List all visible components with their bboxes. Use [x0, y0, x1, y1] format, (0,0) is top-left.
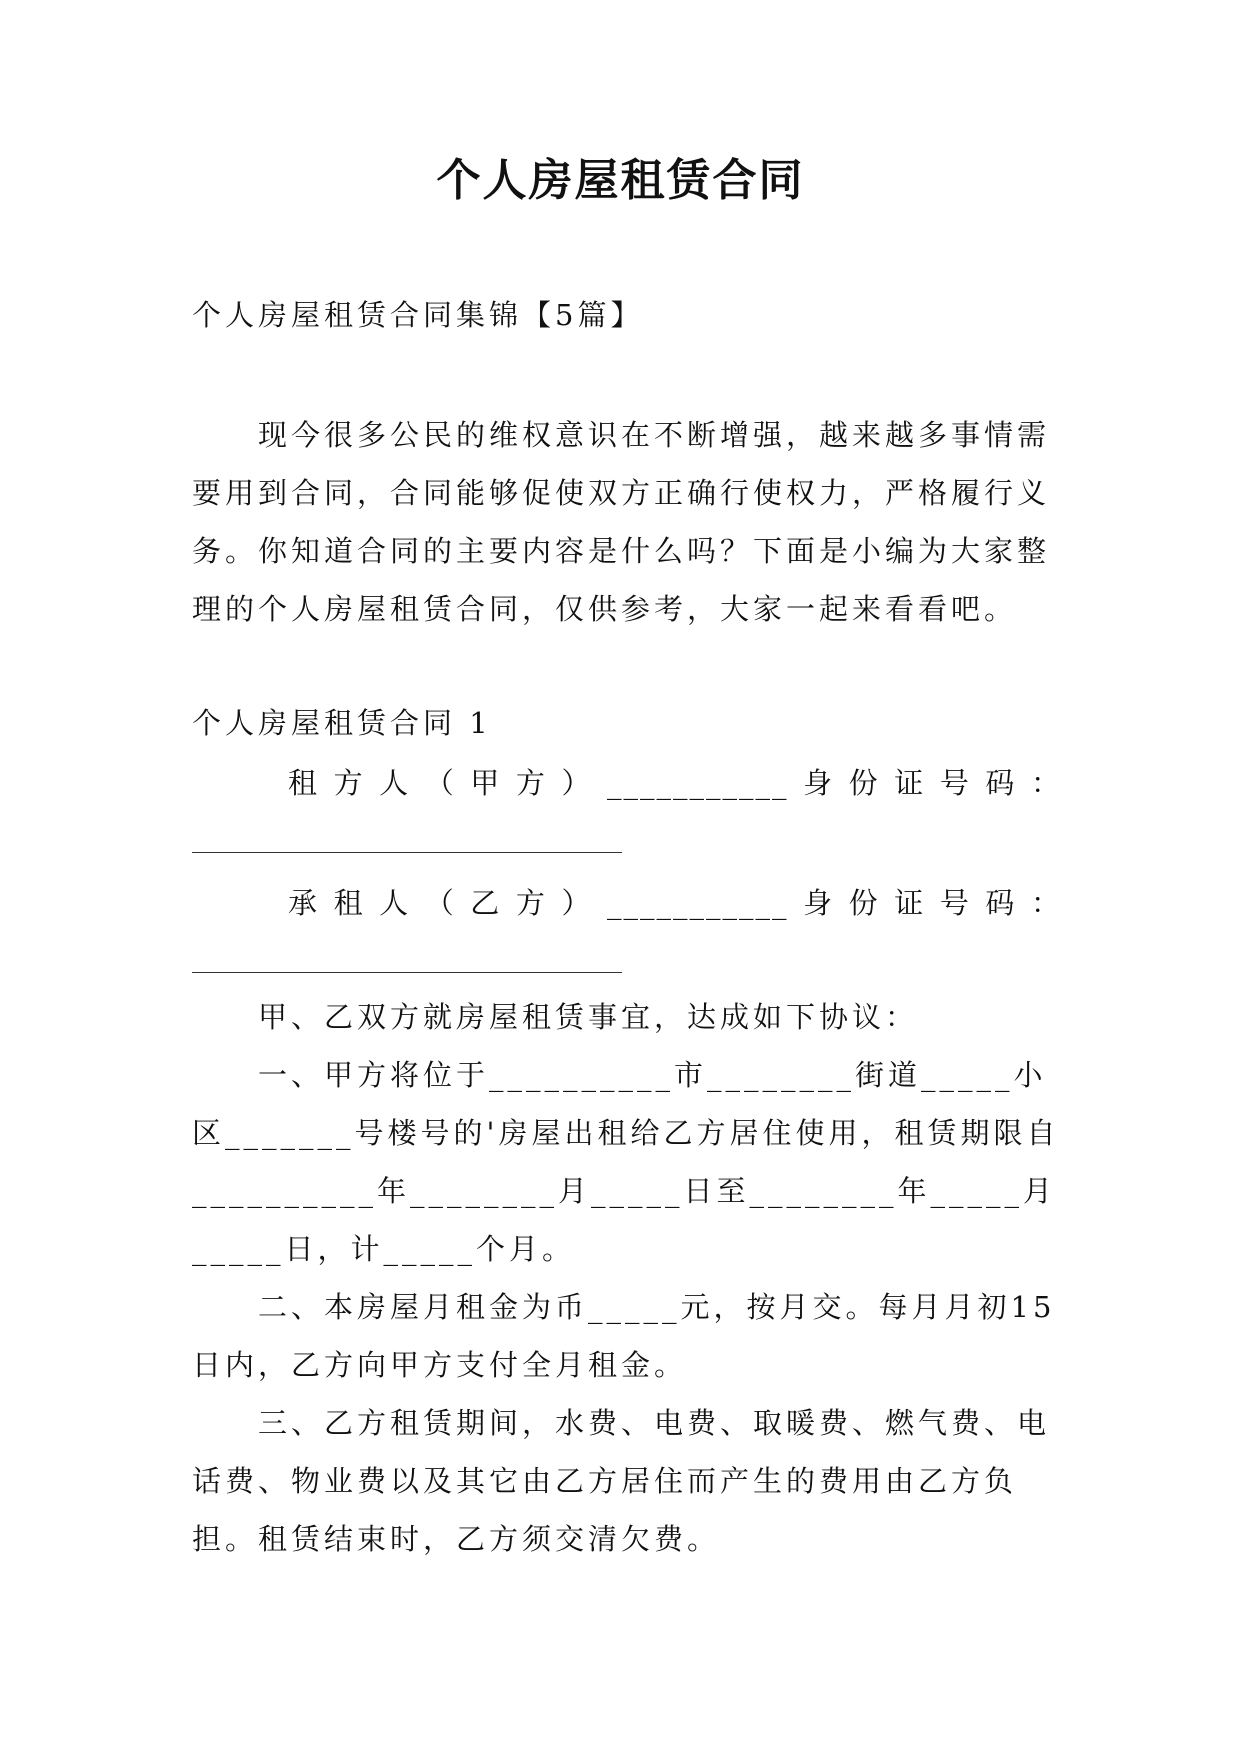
clause-one: 一、甲方将位于__________市________街道_____小区_______号楼号的'房屋出租给乙方居住使用，租赁期限自__________年________月_____日至________年_____月_____日，计_____个月。 — [192, 1058, 1060, 1266]
intro-paragraph: 现今很多公民的维权意识在不断增强，越来越多事情需要用到合同，合同能够促使双方正确行使权力，严格履行义务。你知道合同的主要内容是什么吗？下面是小编为大家整理的个人房屋租赁合同，仅供参考，大家一起来看看吧。 — [192, 418, 1051, 626]
article-title: 个人房屋租赁合同 1 — [192, 706, 492, 740]
clause-three: 三、乙方租赁期间，水费、电费、取暖费、燃气费、电话费、物业费以及其它由乙方居住而产生的费用由乙方负担。租赁结束时，乙方须交清欠费。 — [192, 1406, 1051, 1556]
document-subtitle: 个人房屋租赁合同集锦【5篇】 — [192, 298, 644, 332]
document-title: 个人房屋租赁合同 — [436, 155, 805, 206]
clause-intro: 甲、乙双方就房屋租赁事宜，达成如下协议： — [258, 1000, 919, 1034]
party-a-line: 租方人（甲方）___________身份证号码： — [288, 766, 1062, 800]
party-b-id-blank — [192, 972, 622, 973]
clause-two: 二、本房屋月租金为币_____元，按月交。每月月初15日内，乙方向甲方支付全月租金。 — [192, 1290, 1056, 1382]
party-b-line: 承租人（乙方）___________身份证号码： — [288, 886, 1062, 920]
party-a-id-blank — [192, 852, 622, 853]
clauses-section — [192, 988, 1062, 1568]
